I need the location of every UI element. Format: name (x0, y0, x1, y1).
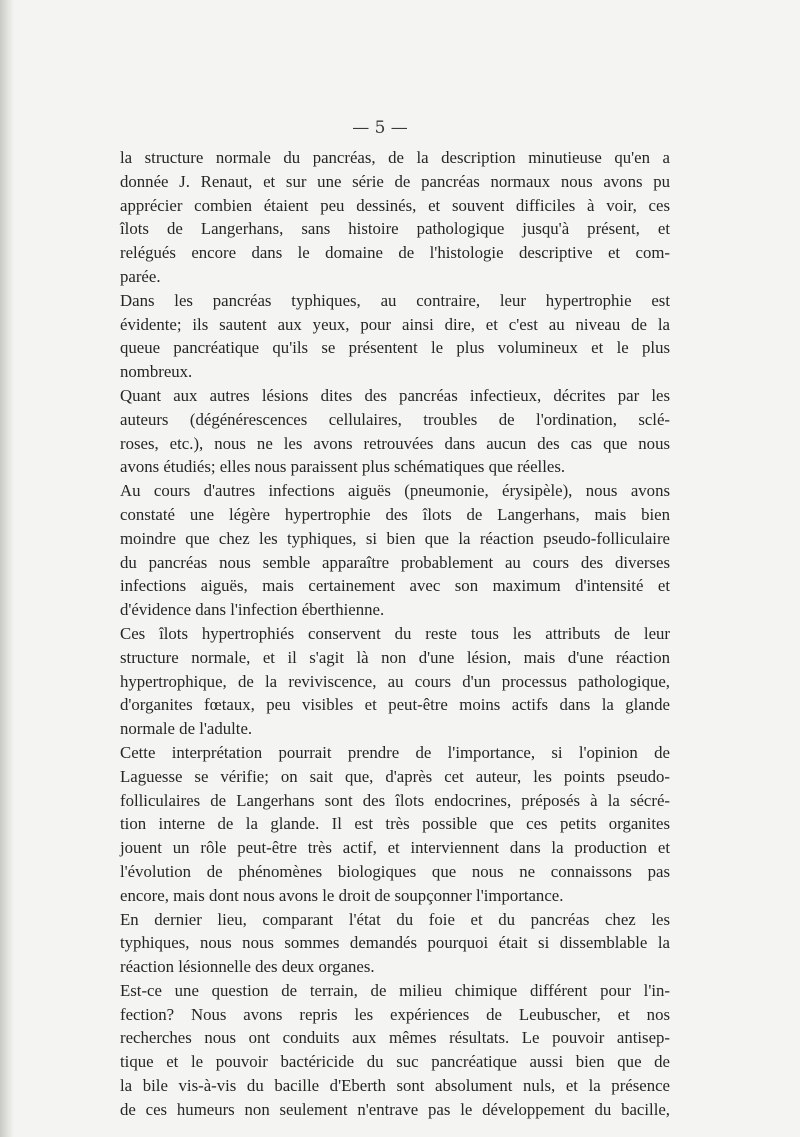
text-line: jouent un rôle peut-être très actif, et interviennent dans la production et (120, 838, 670, 858)
text-line: réaction lésionnelle des deux organes. (120, 957, 375, 977)
page-spine-shadow (0, 0, 14, 1137)
text-line: hypertrophique, de la reviviscence, au cours d'un processus pathologique, (120, 671, 670, 691)
text-line: Dans les pancréas typhiques, au contraire, leur hypertrophie est (120, 290, 670, 310)
text-line: Quant aux autres lésions dites des pancréas infectieux, décrites par les (120, 385, 670, 405)
text-line: moindre que chez les typhiques, si bien que la réaction pseudo-folliculaire (120, 528, 670, 548)
text-line: En dernier lieu, comparant l'état du foie et du pancréas chez les (120, 909, 670, 929)
page-number: — 5 — (352, 118, 408, 138)
text-line: parée. (120, 266, 161, 286)
text-line: constaté une légère hypertrophie des îlots de Langerhans, mais bien (120, 504, 670, 524)
text-line: Au cours d'autres infections aiguës (pneumonie, érysipèle), nous avons (120, 481, 670, 501)
text-line: nombreux. (120, 362, 193, 382)
text-line: Ces îlots hypertrophiés conservent du reste tous les attributs de leur (120, 623, 670, 643)
text-line: auteurs (dégénérescences cellulaires, troubles de l'ordination, sclé- (120, 409, 670, 429)
text-line: apprécier combien étaient peu dessinés, et souvent difficiles à voir, ces (120, 195, 670, 215)
text-line: Est-ce une question de terrain, de milieu chimique différent pour l'in- (120, 980, 670, 1000)
text-line: typhiques, nous nous sommes demandés pourquoi était si dissemblable la (120, 933, 670, 953)
text-line: du pancréas nous semble apparaître probablement au cours des diverses (120, 552, 670, 572)
text-line: Laguesse se vérifie; on sait que, d'après cet auteur, les points pseudo- (120, 766, 670, 786)
text-line: évidente; ils sautent aux yeux, pour ainsi dire, et c'est au niveau de la (120, 314, 670, 334)
text-line: l'évolution de phénomènes biologiques que nous ne connaissons pas (120, 861, 670, 881)
text-line: roses, etc.), nous ne les avons retrouvées dans aucun des cas que nous (120, 433, 670, 453)
text-line: îlots de Langerhans, sans histoire pathologique jusqu'à présent, et (120, 219, 670, 239)
text-line: la bile vis-à-vis du bacille d'Eberth sont absolument nuls, et la présence (120, 1076, 670, 1096)
text-line: donnée J. Renaut, et sur une série de pancréas normaux nous avons pu (120, 171, 670, 191)
text-line: structure normale, et il s'agit là non d'une lésion, mais d'une réaction (120, 647, 670, 667)
text-line: d'organites fœtaux, peu visibles et peut-être moins actifs dans la glande (120, 695, 670, 715)
text-line: recherches nous ont conduits aux mêmes résultats. Le pouvoir antisep- (120, 1028, 670, 1048)
text-line: fection? Nous avons repris les expériences de Leubuscher, et nos (120, 1004, 670, 1024)
text-line: d'évidence dans l'infection éberthienne. (120, 600, 385, 620)
text-line: normale de l'adulte. (120, 719, 253, 739)
body-text (120, 146, 670, 1122)
text-line: de ces humeurs non seulement n'entrave pas le développement du bacille, (120, 1099, 670, 1119)
text-line: encore, mais dont nous avons le droit de soupçonner l'importance. (120, 885, 564, 905)
text-line: infections aiguës, mais certainement avec son maximum d'intensité et (120, 576, 670, 596)
text-line: tique et le pouvoir bactéricide du suc pancréatique aussi bien que de (120, 1052, 670, 1072)
text-line: la structure normale du pancréas, de la description minutieuse qu'en a (120, 148, 670, 167)
text-line: relégués encore dans le domaine de l'histologie descriptive et com- (120, 243, 670, 263)
text-line: queue pancréatique qu'ils se présentent le plus volumineux et le plus (120, 338, 670, 358)
text-line: folliculaires de Langerhans sont des îlots endocrines, préposés à la sécré- (120, 790, 670, 810)
text-line: tion interne de la glande. Il est très possible que ces petits organites (120, 814, 670, 834)
text-line: avons étudiés; elles nous paraissent plus schématiques que réelles. (120, 457, 566, 477)
text-line: Cette interprétation pourrait prendre de l'importance, si l'opinion de (120, 742, 670, 762)
